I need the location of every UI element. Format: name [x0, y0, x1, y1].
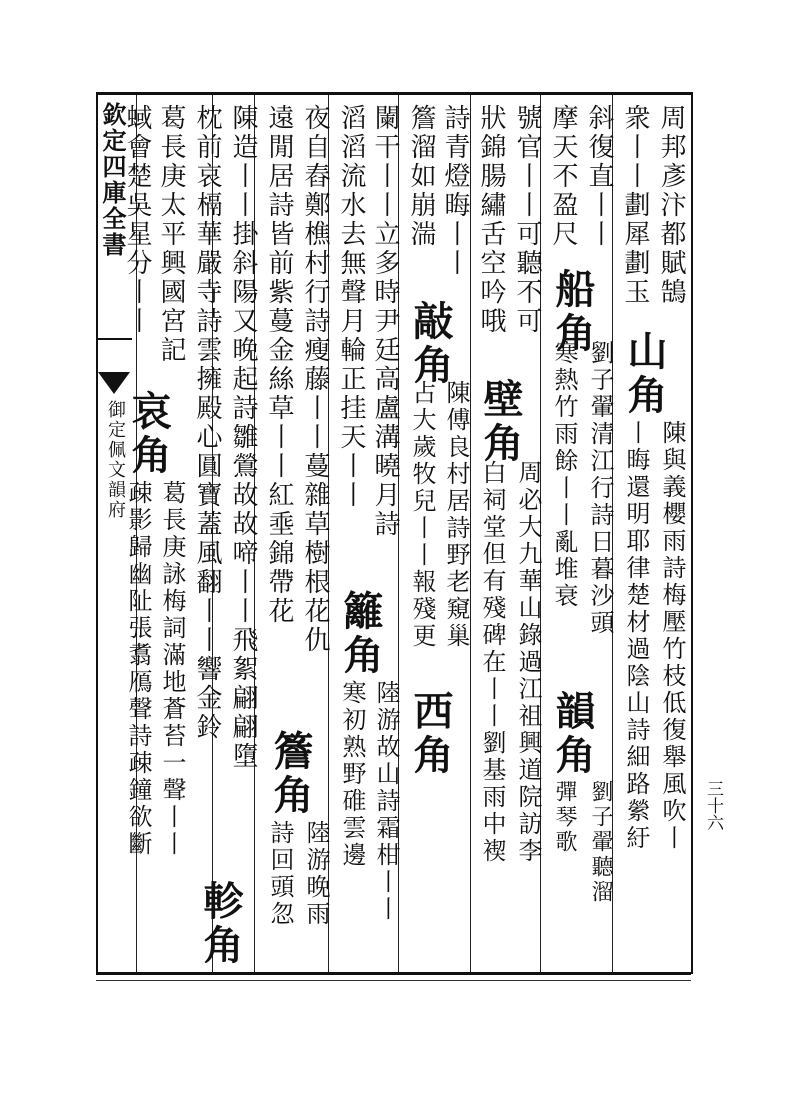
- heading-shan: 山角: [621, 330, 668, 418]
- text-column-3-lower: 劉子翬聽溜: [588, 780, 613, 905]
- text-column-15: 葛長庚太平興國宮記: [156, 104, 186, 365]
- text-column-6: 狀錦腸繡舌空吟哦: [476, 104, 506, 336]
- text-column-16: 蜮會楚吳星分丨丨: [122, 104, 152, 336]
- text-column-14: 枕前哀槅華嚴寺詩雲擁殿心圓寶蓋風翻丨丨響金鈴: [192, 104, 222, 742]
- page-number: 三十六: [703, 780, 723, 831]
- text-column-4-lower: 彈琴歌: [552, 780, 577, 855]
- heading-bi: 壁角: [477, 378, 524, 466]
- heading-zhen: 軫角: [197, 880, 244, 968]
- text-column-3: 斜復直丨丨: [584, 104, 614, 249]
- text-column-10-tail: 寒初熟野碓雲邊: [338, 680, 366, 869]
- heading-qiao: 敲角: [407, 300, 454, 388]
- frame-top-border: [96, 92, 691, 95]
- frame-bottom-border: [96, 972, 691, 975]
- text-column-9: 闌干丨丨立多時尹廷高盧溝曉月詩: [370, 104, 400, 539]
- book-title: 御定佩文韻府: [105, 400, 126, 520]
- text-column-4-tail: 寒熱竹雨餘丨丨亂堆衰: [550, 340, 578, 610]
- text-column-2: 衆丨丨劃犀劃玉: [620, 104, 650, 307]
- text-column-11-tail: 陸游晚雨: [302, 820, 330, 928]
- frame-right-border: [691, 92, 693, 974]
- text-column-3-tail: 劉子翬清江行詩日暮沙頭: [586, 340, 614, 637]
- heading-yan: 簷角: [267, 730, 314, 818]
- text-column-9-tail: 陸游故山詩霜柑丨丨: [372, 680, 400, 923]
- text-column-8: 簷溜如崩湍: [406, 104, 436, 249]
- text-column-7: 詩青燈晦丨丨: [440, 104, 470, 278]
- text-column-8-tail: 占大歲牧兒丨丨報殘更: [408, 380, 436, 650]
- heading-ai: 哀角: [125, 390, 172, 478]
- text-column-2-tail: 陳與義櫻雨詩梅壓竹枝低復舉風吹丨: [658, 420, 686, 852]
- text-column-7-tail: 陳傅良村居詩野老窺巢: [442, 380, 470, 650]
- text-column-1: 周邦彥汴都賦鵠: [656, 104, 686, 307]
- heading-chuan: 船角: [549, 268, 596, 356]
- text-column-4: 摩天不盈尺: [548, 104, 578, 249]
- text-column-5-tail: 周必大九華山錄過江祖興道院訪李: [514, 460, 542, 865]
- text-column-13: 陳造丨丨掛斜陽又晚起詩雛鶯故故啼丨丨飛絮翩翩墮: [228, 104, 258, 771]
- text-column-15-tail: 葛長庚詠梅詞滿地蒼苔一聲丨丨: [158, 480, 186, 858]
- text-column-12-tail: 詩回頭忽: [266, 820, 294, 928]
- frame-bottom-border-inner: [96, 980, 691, 981]
- heading-yun: 韻角: [549, 690, 596, 778]
- text-column-11: 夜自舂鄭樵村行詩瘦藤丨丨蔓雜草樹根花仇: [300, 104, 330, 655]
- text-column-10: 滔滔流水去無聲月輪正挂天丨丨: [336, 104, 366, 510]
- text-column-16-tail: 疎影歸幽阯張翥鴈聲詩疎鐘欲斷: [124, 480, 152, 858]
- text-column-6-tail: 白祠堂但有殘碑在丨丨劉基雨中褉: [478, 460, 506, 865]
- heading-xi: 西角: [407, 690, 454, 778]
- text-column-2b-tail: 丨晦還明耶律楚材過陰山詩細路縈紆: [622, 420, 650, 852]
- text-column-12: 遠閒居詩皆前紫蔓金絲草丨丨紅埀錦帶花: [264, 104, 294, 626]
- margin-label: 欽定四庫全書: [98, 102, 127, 258]
- text-column-5: 號官丨丨可聽不可: [512, 104, 542, 336]
- heading-li: 籬角: [337, 590, 384, 678]
